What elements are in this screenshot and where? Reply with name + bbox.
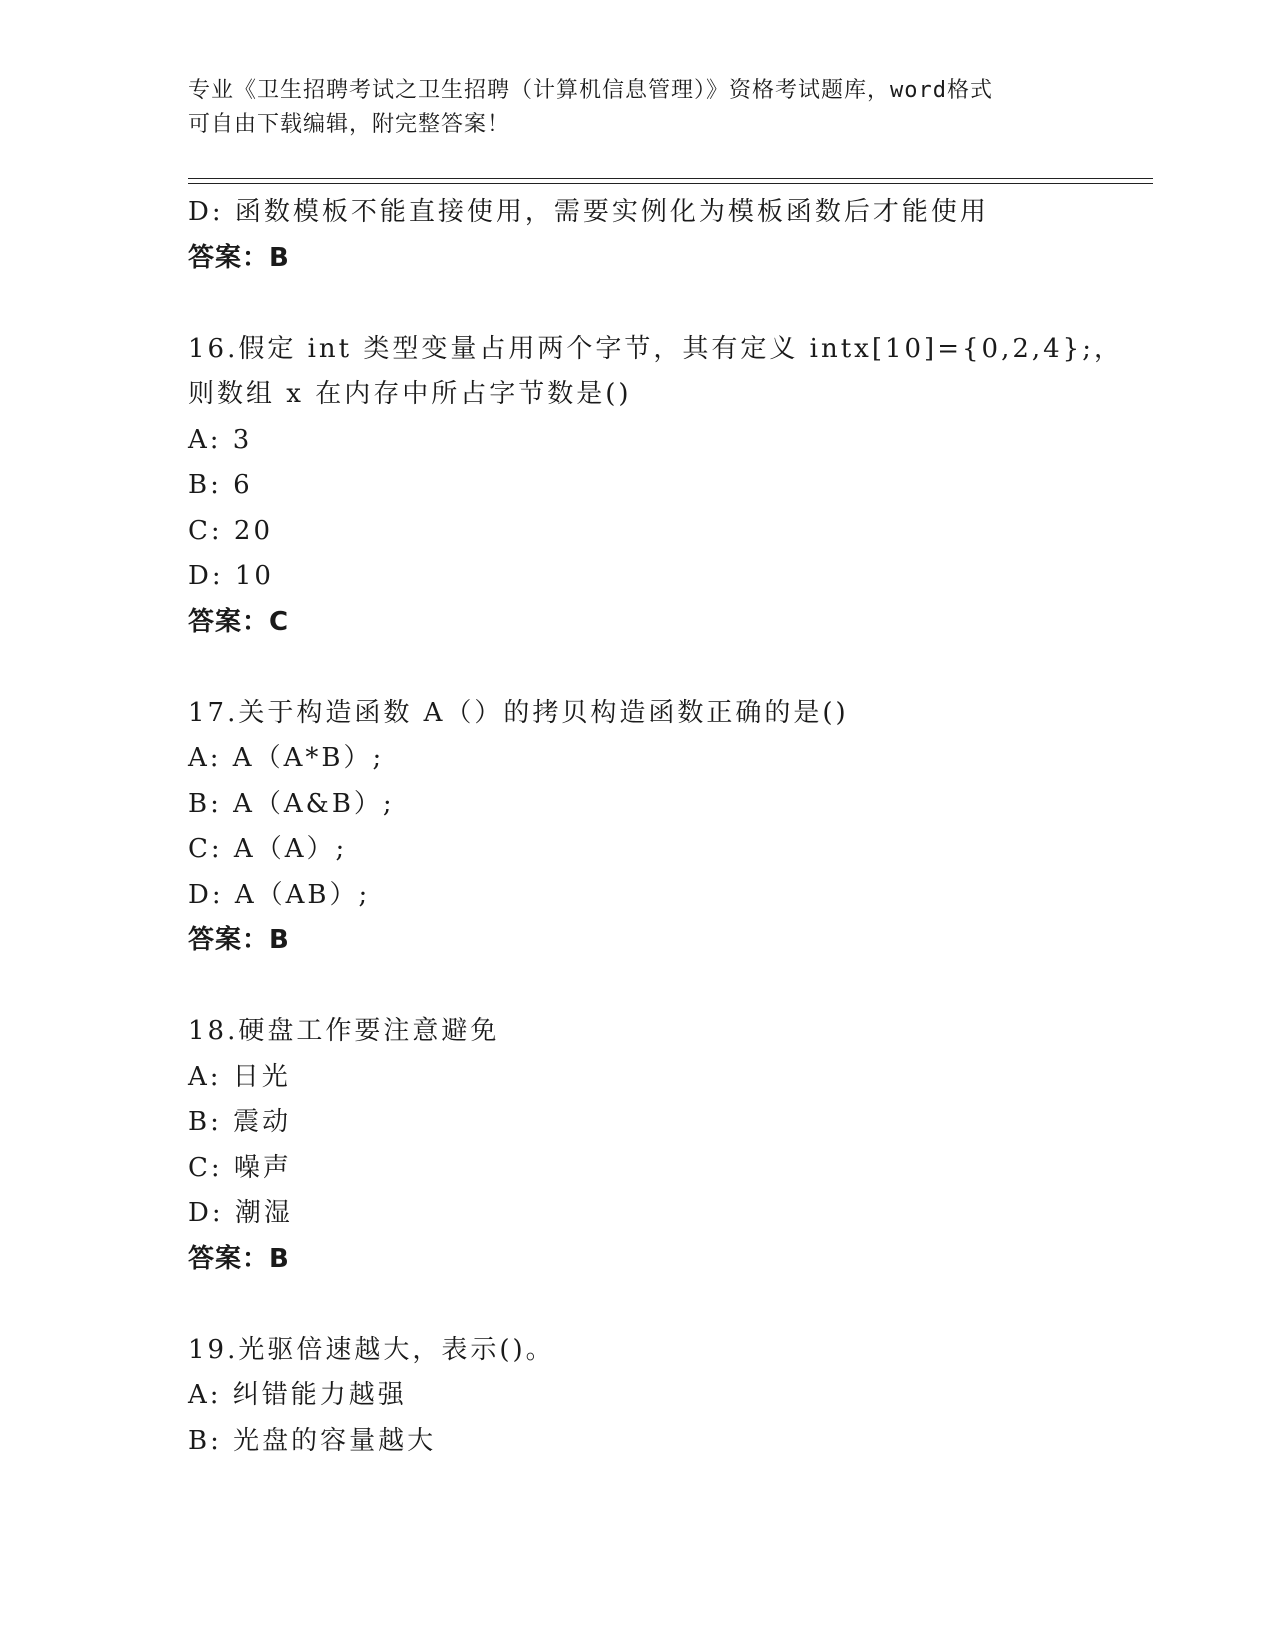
header-line-1: 专业《卫生招聘考试之卫生招聘（计算机信息管理）》资格考试题库，word格式 bbox=[188, 78, 993, 103]
answer-label: 答案：B bbox=[188, 1243, 290, 1274]
document-header bbox=[188, 74, 1088, 142]
option-d: D: 函数模板不能直接使用，需要实例化为模板函数后才能使用 bbox=[188, 197, 989, 227]
question-18 bbox=[188, 1009, 1128, 1282]
option-b: B: 震动 bbox=[188, 1107, 292, 1137]
option-a: A: 3 bbox=[188, 424, 253, 455]
header-divider-top bbox=[188, 178, 1153, 179]
question-stem: 17.关于构造函数 A（）的拷贝构造函数正确的是() bbox=[188, 697, 849, 728]
answer-label: 答案：B bbox=[188, 925, 290, 955]
answer-label: 答案：C bbox=[188, 606, 290, 637]
option-c: C: A（A）; bbox=[188, 834, 348, 864]
question-17 bbox=[188, 691, 1128, 964]
option-b: B: A（A&B）; bbox=[188, 788, 395, 819]
spacer bbox=[188, 281, 1128, 327]
option-d: D: 10 bbox=[188, 561, 274, 591]
question-stem: 19.光驱倍速越大，表示()。 bbox=[188, 1334, 555, 1365]
option-a: A: 日光 bbox=[188, 1061, 291, 1092]
option-b: B: 6 bbox=[188, 470, 253, 500]
option-c: C: 噪声 bbox=[188, 1152, 292, 1183]
question-stem-continued: 则数组 x 在内存中所占字节数是() bbox=[188, 379, 632, 409]
option-d: D: 潮湿 bbox=[188, 1198, 293, 1228]
option-d: D: A（AB）; bbox=[188, 879, 371, 910]
header-line-2: 可自由下载编辑，附完整答案！ bbox=[188, 112, 511, 137]
option-a: A: A（A*B）; bbox=[188, 743, 385, 773]
spacer bbox=[188, 964, 1128, 1010]
question-stem: 16.假定 int 类型变量占用两个字节，其有定义 intx[10]={0,2,4};， bbox=[188, 333, 1123, 364]
question-16 bbox=[188, 327, 1128, 646]
option-b: B: 光盘的容量越大 bbox=[188, 1425, 437, 1456]
spacer bbox=[188, 1282, 1128, 1328]
spacer bbox=[188, 645, 1128, 691]
question-19 bbox=[188, 1328, 1128, 1465]
option-c: C: 20 bbox=[188, 515, 274, 546]
answer-label: 答案：B bbox=[188, 242, 290, 273]
question-stem: 18.硬盘工作要注意避免 bbox=[188, 1016, 500, 1046]
header-divider-bottom bbox=[188, 183, 1153, 184]
question-list bbox=[188, 190, 1128, 1464]
option-a: A: 纠错能力越强 bbox=[188, 1380, 407, 1410]
